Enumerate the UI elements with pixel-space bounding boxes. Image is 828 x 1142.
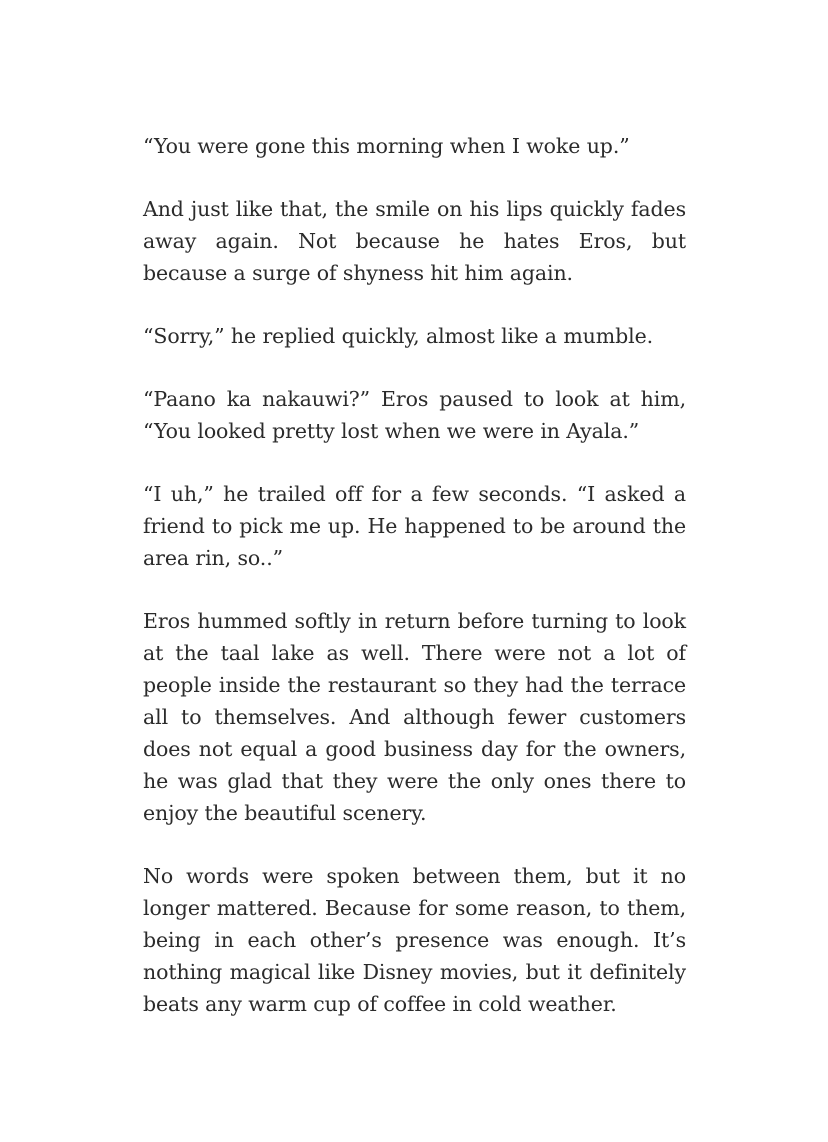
paragraph-1: “You were gone this morning when I woke up.”: [143, 134, 630, 158]
paragraph-5: “I uh,” he trailed off for a few seconds. “I asked a friend to pick me up. He happened to be around the area rin, so..”: [143, 482, 686, 570]
paragraph-3: “Sorry,” he replied quickly, almost like a mumble.: [143, 324, 654, 348]
paragraph-2: And just like that, the smile on his lips quickly fades away again. Not because he hates Eros, but because a surge of shyness hit him again.: [143, 197, 686, 285]
paragraph-6: Eros hummed softly in return before turning to look at the taal lake as well. There were not a lot of people inside the restaurant so they had the terrace all to themselves. And although fewer customers does not equal a good business day for the owners, he was glad that they were the only ones there to enjoy the beautiful scenery.: [143, 609, 686, 825]
paragraph-4: “Paano ka nakauwi?” Eros paused to look at him, “You looked pretty lost when we were in Ayala.”: [143, 387, 686, 443]
story-text: [143, 130, 686, 1051]
paragraph-7: No words were spoken between them, but it no longer mattered. Because for some reason, to them, being in each other’s presence was enough. It’s nothing magical like Disney movies, but it definitely beats any warm cup of coffee in cold weather.: [143, 864, 686, 1016]
